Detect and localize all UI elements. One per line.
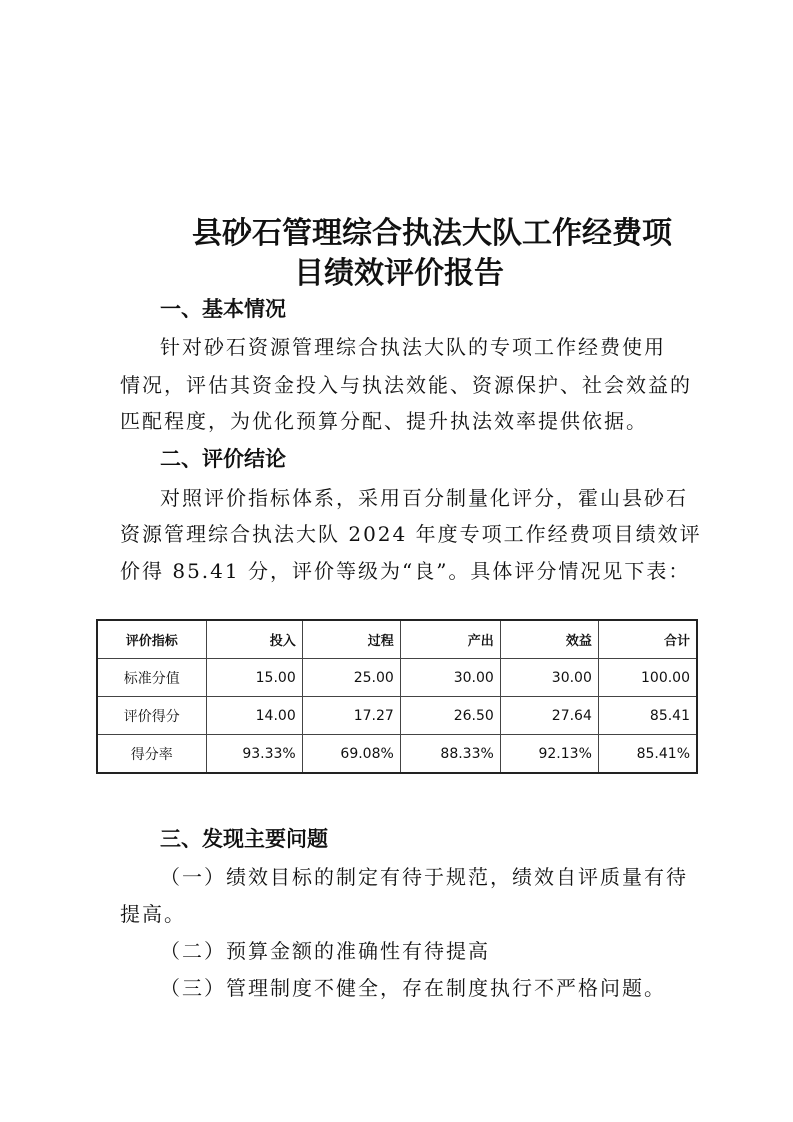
table-cell: 17.27 (302, 697, 400, 735)
table-cell: 100.00 (598, 659, 697, 697)
table-cell: 25.00 (302, 659, 400, 697)
table-header-row (97, 620, 697, 659)
score-table (96, 619, 698, 774)
table-cell: 30.00 (400, 659, 500, 697)
table-header-cell: 合计 (598, 620, 697, 659)
table-cell: 标准分值 (97, 659, 206, 697)
table-row (97, 659, 697, 697)
table-cell: 14.00 (206, 697, 302, 735)
paragraph-line: 对照评价指标体系，采用百分制量化评分，霍山县砂石 (160, 486, 688, 510)
table-cell: 26.50 (400, 697, 500, 735)
table-cell: 92.13% (500, 735, 598, 774)
paragraph-line: （一）绩效目标的制定有待于规范，绩效自评质量有待 (160, 865, 688, 889)
table-cell: 93.33% (206, 735, 302, 774)
table-header-cell: 产出 (400, 620, 500, 659)
section-heading-conclusion: 二、评价结论 (160, 447, 286, 471)
table-header-cell: 投入 (206, 620, 302, 659)
table-cell: 27.64 (500, 697, 598, 735)
paragraph-line: 情况，评估其资金投入与执法效能、资源保护、社会效益的 (120, 373, 692, 397)
document-title-line-2: 目绩效评价报告 (294, 256, 504, 291)
table-row (97, 697, 697, 735)
table-cell: 69.08% (302, 735, 400, 774)
table-cell: 得分率 (97, 735, 206, 774)
paragraph-line: 匹配程度，为优化预算分配、提升执法效率提供依据。 (120, 409, 648, 433)
table-cell: 85.41 (598, 697, 697, 735)
table-cell: 30.00 (500, 659, 598, 697)
paragraph-line: 价得 85.41 分，评价等级为“良”。具体评分情况见下表： (120, 559, 691, 583)
paragraph-line: 提高。 (120, 902, 186, 926)
table-header-cell: 效益 (500, 620, 598, 659)
table-header-cell: 评价指标 (97, 620, 206, 659)
paragraph-line: 资源管理综合执法大队 2024 年度专项工作经费项目绩效评 (120, 522, 702, 546)
table-cell: 15.00 (206, 659, 302, 697)
table-cell: 85.41% (598, 735, 697, 774)
paragraph-line: （二）预算金额的准确性有待提高 (160, 939, 490, 963)
section-heading-problems: 三、发现主要问题 (160, 827, 328, 851)
section-heading-basic-info: 一、基本情况 (160, 297, 286, 321)
document-title-line-1: 县砂石管理综合执法大队工作经费项 (192, 216, 672, 251)
paragraph-line: （三）管理制度不健全，存在制度执行不严格问题。 (160, 976, 666, 1000)
paragraph-line: 针对砂石资源管理综合执法大队的专项工作经费使用 (160, 335, 666, 359)
table-header-cell: 过程 (302, 620, 400, 659)
table-cell: 88.33% (400, 735, 500, 774)
table-row (97, 735, 697, 774)
table-cell: 评价得分 (97, 697, 206, 735)
